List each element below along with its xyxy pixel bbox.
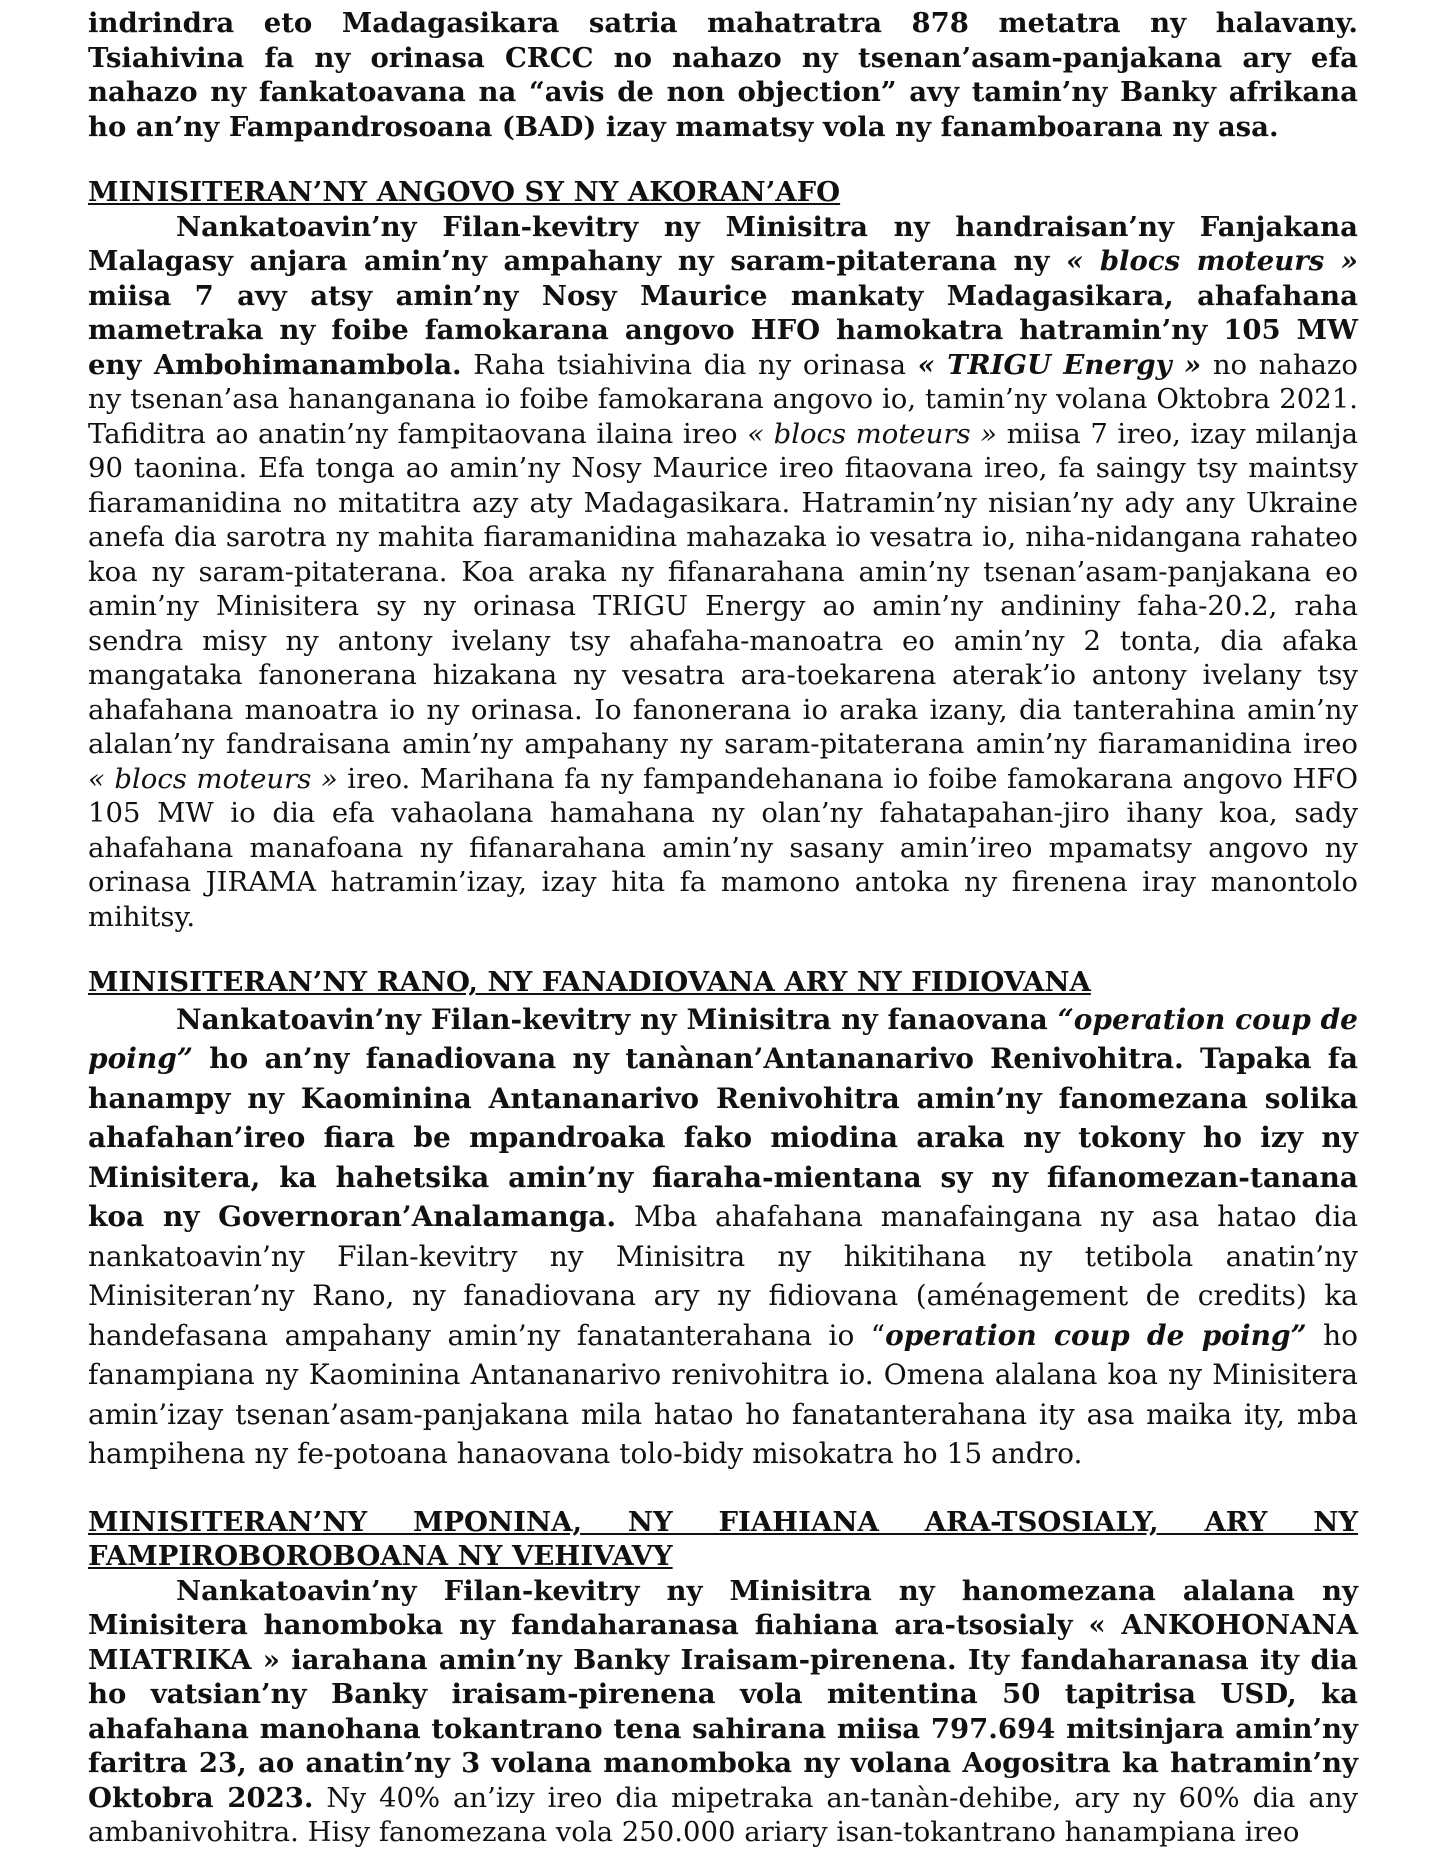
body-text: Raha tsiahivina dia ny orinasa — [461, 348, 918, 381]
section-energy — [88, 175, 1358, 934]
section-gap — [88, 144, 1358, 175]
body-italic-text: « blocs moteurs » — [747, 417, 997, 450]
body-text: Mba ahafahana manafaingana ny asa hatao dia nankatoavin’ny Filan-kevitry ny Minisitra ny hikitihana ny tetibola anatin’ny Minisiteran’ny Rano, ny fanadiovana ary ny fidiovana (aménagement de credits) ka handefasana ampahany amin’ny fanatanterahana io “ — [88, 1200, 1358, 1352]
body-text: no nahazo ny tsenan’asa hananganana io foibe famokarana angovo io, tamin’ny volana Oktobra 2021. Tafiditra ao anatin’ny fampitaovana ilaina ireo — [88, 348, 1358, 450]
section-heading: MINISITERAN’NY ANGOVO SY NY AKORAN’AFO — [88, 176, 841, 208]
body-text: ho fanampiana ny Kaominina Antananarivo renivohitra io. Omena alalana koa ny Minisitera amin’izay tsenan’asam-panjakana mila hatao ho fanatanterahana ity asa maika ity, mba hampihena ny fe-potoana hanaovana tolo-bidy misokatra ho 15 andro. — [88, 1318, 1359, 1470]
section-body — [88, 1000, 1358, 1474]
body-text: Ny 40% an’izy ireo dia mipetraka an-tanàn-dehibe, ary ny 60% dia any ambanivohitra. Hisy fanomezana vola 250.000 ariary isan-tokantrano hanampiana ireo — [88, 1781, 1358, 1848]
body-bold-italic-text: “operation coup de poing” — [88, 1002, 1358, 1075]
body-bold-italic-text: « TRIGU Energy » — [917, 348, 1202, 381]
body-bold-text: ho an’ny fanadiovana ny tanànan’Antananarivo Renivohitra. Tapaka fa hanampy ny Kaominina Antananarivo Renivohitra amin’ny fanomezana solika ahafahan’ireo fiara be mpandroaka fako miodina araka ny tokony ho izy ny Minisitera, ka hahetsika amin’ny fiaraha-mientana sy ny fifanomezan-tanana koa ny Governoran’Analamanga. — [88, 1042, 1358, 1233]
body-text: ireo. Marihana fa ny fampandehanana io foibe famokarana angovo HFO 105 MW io dia efa vahaolana hamahana ny olan’ny fahatapahan-jiro ihany koa, sady ahafahana manafoana ny fifanarahana amin’ny sasany amin’ireo mpamatsy angovo ny orinasa JIRAMA hatramin’izay, izay hita fa mamono antoka ny firenena iray manontolo mihitsy. — [88, 762, 1359, 933]
section-gap — [88, 1474, 1358, 1505]
document-page — [88, 0, 1358, 1850]
body-bold-italic-text: « blocs moteurs » — [1066, 245, 1358, 277]
body-bold-text: Nankatoavin’ny Filan-kevitry ny Minisitra ny fanaovana — [176, 1002, 1058, 1036]
section-heading: MINISITERAN’NY MPONINA, NY FIAHIANA ARA-TSOSIALY, ARY NY FAMPIROBOROBOANA NY VEHIVAVY — [88, 1505, 1358, 1572]
section-gap — [88, 934, 1358, 965]
section-population — [88, 1505, 1358, 1850]
section-water — [88, 965, 1358, 1474]
body-bold-text: miisa 7 avy atsy amin’ny Nosy Maurice mankaty Madagasikara, ahafahana mametraka ny foibe famokarana angovo HFO hamokatra hatramin’ny 105 MW eny Ambohimanambola. — [88, 279, 1358, 381]
body-italic-text: « blocs moteurs » — [88, 762, 338, 795]
intro-paragraph: indrindra eto Madagasikara satria mahatratra 878 metatra ny halavany. Tsiahivina fa ny orinasa CRCC no nahazo ny tsenan’asam-panjakana ary efa nahazo ny fankatoavana na “avis de non objection” avy tamin’ny Banky afrikana ho an’ny Fampandrosoana (BAD) izay mamatsy vola ny fanamboarana ny asa. — [88, 7, 1358, 143]
section-body — [88, 1574, 1358, 1850]
body-text: miisa 7 ireo, izay milanja 90 taonina. Efa tonga ao amin’ny Nosy Maurice ireo fitaovana ireo, fa saingy tsy maintsy fiaramanidina no mitatitra azy aty Madagasikara. Hatramin’ny nisian’ny ady any Ukraine anefa dia sarotra ny mahita fiaramanidina mahazaka io vesatra io, niha-nidangana rahateo koa ny saram-pitaterana. Koa araka ny fifanarahana amin’ny tsenan’asam-panjakana eo amin’ny Minisitera sy ny orinasa TRIGU Energy ao amin’ny andininy faha-20.2, raha sendra misy ny antony ivelany tsy ahafaha-manoatra eo amin’ny 2 tonta, dia afaka mangataka fanonerana hizakana ny vesatra ara-toekarena aterak’io antony ivelany tsy ahafahana manoatra io ny orinasa. Io fanonerana io araka izany, dia tanterahina amin’ny alalan’ny fandraisana amin’ny ampahany ny saram-pitaterana amin’ny fiaramanidina ireo — [88, 417, 1358, 760]
section-heading: MINISITERAN’NY RANO, NY FANADIOVANA ARY NY FIDIOVANA — [88, 966, 1091, 998]
body-bold-text: Nankatoavin’ny Filan-kevitry ny Minisitra ny hanomezana alalana ny Minisitera hanomboka ny fandaharanasa fiahiana ara-tsosialy « ANKOHONANA MIATRIKA » iarahana amin’ny Banky Iraisam-pirenena. Ity fandaharanasa ity dia ho vatsian’ny Banky iraisam-pirenena vola mitentina 50 tapitrisa USD, ka ahafahana manohana tokantrano tena sahirana miisa 797.694 mitsinjara amin’ny faritra 23, ao anatin’ny 3 volana manomboka ny volana Aogositra ka hatramin’ny Oktobra 2023. — [88, 1574, 1358, 1814]
body-bold-text: Nankatoavin’ny Filan-kevitry ny Minisitra ny handraisan’ny Fanjakana Malagasy anjara amin’ny ampahany ny saram-pitaterana ny — [88, 210, 1358, 277]
section-body — [88, 210, 1358, 935]
body-bold-italic-text: operation coup de poing” — [885, 1318, 1307, 1352]
